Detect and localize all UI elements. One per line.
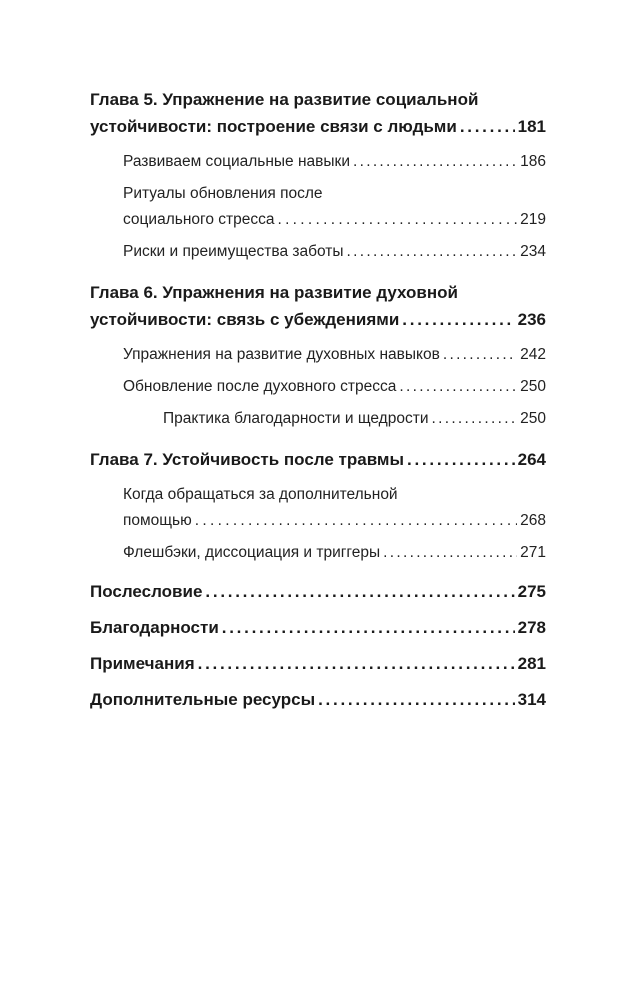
dot-leader — [407, 446, 515, 473]
dot-leader — [205, 578, 514, 605]
chapter-title-line: Глава 6. Упражнения на развитие духовной — [90, 283, 458, 302]
dot-leader — [318, 686, 515, 713]
page-number: 268 — [520, 512, 546, 529]
toc-chapter-6 — [90, 279, 546, 333]
toc-item — [90, 149, 546, 175]
dot-leader — [353, 149, 517, 175]
toc-chapter-5 — [90, 86, 546, 140]
table-of-contents — [90, 86, 546, 722]
chapter-title-line: устойчивости: связь с убеждениями — [90, 310, 400, 329]
toc-item-title: Обновление после духовного стресса — [123, 378, 397, 395]
dot-leader — [347, 239, 518, 265]
dot-leader — [402, 306, 514, 333]
toc-section-acknowledgements — [90, 614, 546, 641]
dot-leader — [222, 614, 515, 641]
chapter-title-line: устойчивости: построение связи с людьми — [90, 117, 457, 136]
page-number: 242 — [520, 346, 546, 363]
chapter-entry — [90, 113, 546, 140]
dot-leader — [198, 650, 515, 677]
page-number: 281 — [517, 654, 546, 673]
page-number: 250 — [520, 410, 546, 427]
chapter-title: Глава 7. Устойчивость после травмы — [90, 450, 405, 469]
toc-item — [90, 540, 546, 566]
toc-item — [90, 342, 546, 368]
toc-item — [90, 181, 546, 233]
page-number: 250 — [520, 378, 546, 395]
toc-item — [90, 239, 546, 265]
page-number: 278 — [517, 618, 546, 637]
page-number: 186 — [520, 153, 546, 170]
toc-item — [90, 482, 546, 534]
chapter-entry — [90, 306, 546, 333]
toc-subitem — [90, 406, 546, 432]
section-title: Послесловие — [90, 582, 203, 601]
toc-section-resources — [90, 686, 546, 713]
chapter-title-line: Глава 5. Упражнение на развитие социальной — [90, 90, 479, 109]
toc-section-notes — [90, 650, 546, 677]
page-number: 236 — [517, 310, 546, 329]
section-title: Дополнительные ресурсы — [90, 690, 316, 709]
toc-item-title: Риски и преимущества заботы — [123, 243, 344, 260]
toc-item — [90, 374, 546, 400]
toc-item-title-line: Ритуалы обновления после — [123, 185, 323, 202]
dot-leader — [443, 342, 517, 368]
toc-item-title: Практика благодарности и щедрости — [163, 410, 429, 427]
toc-item-title-line: Когда обращаться за дополнительной — [123, 486, 398, 503]
toc-chapter-7 — [90, 446, 546, 473]
dot-leader — [277, 207, 517, 233]
toc-item-title: Флешбэки, диссоциация и триггеры — [123, 544, 381, 561]
page-number: 264 — [517, 450, 546, 469]
section-title: Благодарности — [90, 618, 219, 637]
section-title: Примечания — [90, 654, 195, 673]
dot-leader — [431, 406, 517, 432]
page-number: 271 — [520, 544, 546, 561]
page-number: 219 — [520, 211, 546, 228]
page-number: 181 — [517, 117, 546, 136]
page-number: 275 — [517, 582, 546, 601]
toc-item-title: помощью — [123, 512, 192, 529]
toc-item-title: Развиваем социальные навыки — [123, 153, 350, 170]
page-number: 314 — [517, 690, 546, 709]
toc-section-afterword — [90, 578, 546, 605]
back-matter — [90, 578, 546, 713]
dot-leader — [383, 540, 517, 566]
dot-leader — [460, 113, 515, 140]
toc-item-title: социального стресса — [123, 211, 275, 228]
dot-leader — [195, 508, 517, 534]
page-number: 234 — [520, 243, 546, 260]
toc-item-title: Упражнения на развитие духовных навыков — [123, 346, 440, 363]
dot-leader — [399, 374, 517, 400]
